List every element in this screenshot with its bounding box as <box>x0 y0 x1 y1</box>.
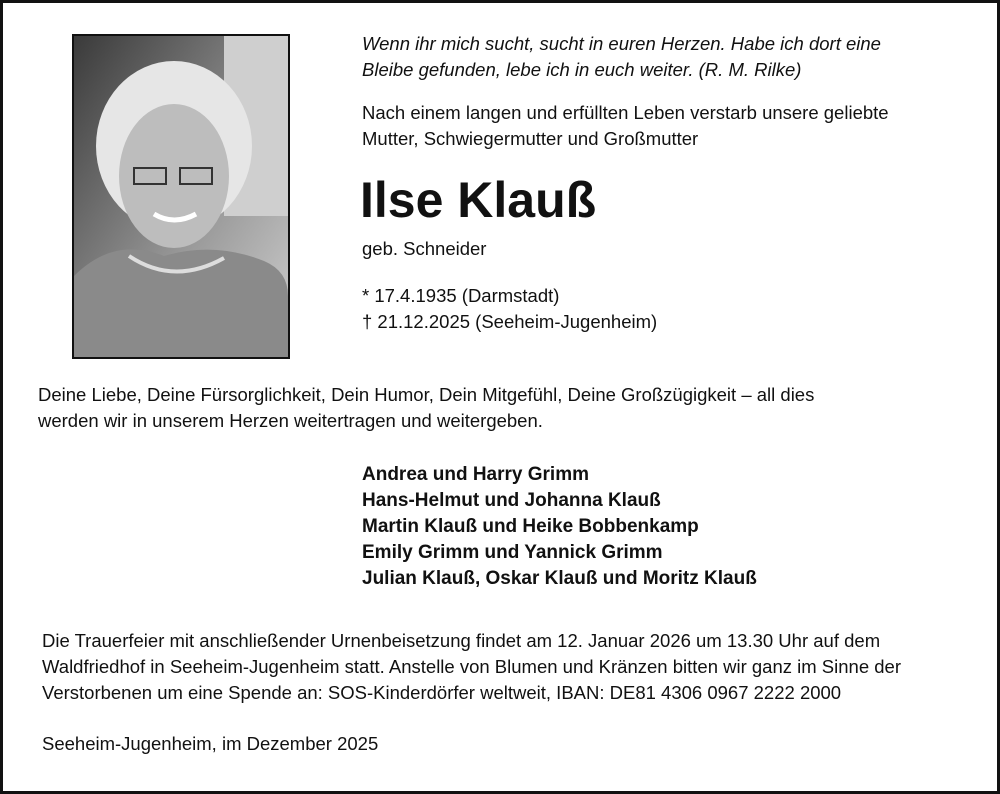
quote <box>362 31 881 83</box>
family-list <box>362 462 757 592</box>
family-member: Martin Klauß und Heike Bobbenkamp <box>362 516 699 537</box>
funeral-line: Die Trauerfeier mit anschließender Urnenbeisetzung findet am 12. Januar 2026 um 13.30 Uhr auf dem <box>42 630 881 651</box>
intro-line: Nach einem langen und erfüllten Leben verstarb unsere geliebte <box>362 102 889 123</box>
family-member: Hans-Helmut und Johanna Klauß <box>362 490 661 511</box>
funeral-info <box>42 628 901 706</box>
birth-date: * 17.4.1935 (Darmstadt) <box>362 285 560 306</box>
family-member: Julian Klauß, Oskar Klauß und Moritz Klauß <box>362 568 757 589</box>
tribute-line: werden wir in unserem Herzen weitertragen und weitergeben. <box>38 410 543 431</box>
intro-line: Mutter, Schwiegermutter und Großmutter <box>362 128 699 149</box>
deceased-name: Ilse Klauß <box>360 172 597 228</box>
quote-line: Wenn ihr mich sucht, sucht in euren Herzen. Habe ich dort eine <box>362 33 881 54</box>
tribute-line: Deine Liebe, Deine Fürsorglichkeit, Dein Humor, Dein Mitgefühl, Deine Großzügigkeit – all dies <box>38 384 815 405</box>
life-dates <box>362 283 657 335</box>
funeral-line: Verstorbenen um eine Spende an: SOS-Kinderdörfer weltweit, IBAN: DE81 4306 0967 2222 2000 <box>42 682 842 703</box>
quote-line: Bleibe gefunden, lebe ich in euch weiter. (R. M. Rilke) <box>362 59 802 80</box>
maiden-name: geb. Schneider <box>362 238 487 259</box>
portrait-photo <box>72 34 290 359</box>
death-date: † 21.12.2025 (Seeheim-Jugenheim) <box>362 311 658 332</box>
family-member: Andrea und Harry Grimm <box>362 464 589 485</box>
place-date: Seeheim-Jugenheim, im Dezember 2025 <box>42 733 379 754</box>
family-member: Emily Grimm und Yannick Grimm <box>362 542 663 563</box>
tribute-text <box>38 382 814 434</box>
funeral-line: Waldfriedhof in Seeheim-Jugenheim statt. Anstelle von Blumen und Kränzen bitten wir ganz im Sinne der <box>42 656 902 677</box>
intro-text <box>362 100 889 152</box>
